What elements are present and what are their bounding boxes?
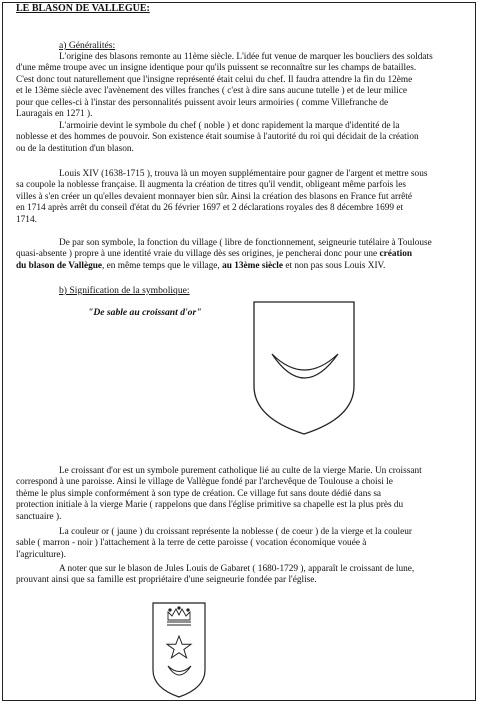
paragraph-louis-xiv	[16, 169, 427, 226]
text-line: du blason de Vallègue, en même temps que le village, au 13ème siècle et non pas sous Louis XIV.	[16, 260, 386, 271]
text-line: l'agriculture).	[16, 549, 66, 560]
paragraph-colors	[16, 527, 412, 561]
page-title: LE BLASON DE VALLEGUE:	[16, 3, 150, 14]
text-line: villes à s'en créer un qu'elles devaient monnayer bien sûr. Ainsi la création des blasons en France fut arrêté	[16, 191, 413, 202]
text-line: d'une même troupe avec un insigne identique pour qu'ils puissent se reconnaître sur les champs de batailles.	[16, 63, 417, 74]
text-line: sa coupole la noblesse française. Il augmenta la création de titres qu'il vendit, obligeant même parfois les	[16, 180, 406, 191]
text-line: L'armoirie devint le symbole du chef ( noble ) et donc rapidement la marque d'identité de la	[59, 121, 400, 131]
text-line: prouvant ainsi que sa famille est propriétaire d'une seigneurie fondée par l'église.	[16, 575, 317, 586]
text-line: Louis XIV (1638-1715 ), trouva là un moyen supplémentaire pour gagner de l'argent et mettre sous	[59, 169, 428, 179]
text-line: et le 13ème siècle avec l'avènement des villes franches ( c'est à dire sans aucune tutelle ) et de leur milice	[16, 86, 408, 97]
text-line: Lauragais en 1271 ).	[16, 109, 93, 120]
crescent-coat-of-arms-icon	[250, 298, 358, 438]
section-b-heading: b) Signification de la symbolique:	[59, 285, 190, 296]
text-line: 1714.	[16, 214, 37, 225]
gabaret-coat-of-arms-icon	[150, 600, 208, 700]
text-line: en 1714 après arrêt du conseil d'état du 26 février 1697 et 2 déclarations royales des 8 décembre 1699 et	[16, 203, 404, 214]
text-line: A noter que sur le blason de Jules Louis de Gabaret ( 1680-1729 ), apparaît le croissant de lune,	[59, 564, 415, 574]
text-line: pour que celles-ci à l'instar des personnalités puissent avoir leurs armoiries ( comme Villefranche de	[16, 97, 389, 108]
paragraph-origins	[16, 52, 433, 120]
text-line: protection initiale à la vierge Marie ( rappelons que dans l'église primitive sa chapelle est la plus près du	[16, 500, 404, 511]
text-line: L'origine des blasons remonte au 11ème siècle. L'idée fut venue de marquer les boucliers des soldats	[59, 52, 433, 62]
paragraph-gabaret	[16, 564, 414, 587]
text-line: correspond à une paroisse. Ainsi le village de Vallègue fondé par l'archevêque de Toulouse a choisi le	[16, 477, 393, 488]
paragraph-village-symbol	[16, 238, 432, 272]
text-line: C'est donc tout naturellement que l'insigne représenté était celui du chef. Il faudra attendre la fin du 12ème	[16, 74, 413, 85]
text-line: ou de la destitution d'un blason.	[16, 143, 134, 154]
paragraph-crescent-meaning	[16, 466, 422, 523]
text-line: thème le plus simple conformément à son type de création. Ce village fut sans doute dédié dans sa	[16, 488, 382, 499]
text-line: sable ( marron - noir ) l'attachement à la terre de cette paroisse ( vocation économique vouée à	[16, 538, 367, 549]
section-a-heading: a) Généralités:	[59, 40, 116, 51]
text-line: La couleur or ( jaune ) du croissant représente la noblesse ( de coeur ) de la vierge et la couleur	[59, 527, 412, 537]
paragraph-noble-symbol	[16, 121, 419, 155]
text-line: sanctuaire ).	[16, 511, 62, 522]
blazon-motto: "De sable au croissant d'or"	[88, 307, 202, 318]
text-line: quasi-absente ) propre à une identité vraie du village dès ses origines, je pencherai donc pour une création	[16, 249, 413, 260]
crown-icon	[167, 607, 191, 625]
text-line: noblesse et des hommes de pouvoir. Son existence était soumise à l'autorité du roi qui décidait de la création	[16, 132, 419, 143]
text-line: De par son symbole, la fonction du village ( libre de fonctionnement, seigneurie tutélaire à Toulouse	[59, 238, 432, 248]
text-line: Le croissant d'or est un symbole purement catholique lié au culte de la vierge Marie. Un croissant	[59, 466, 422, 476]
